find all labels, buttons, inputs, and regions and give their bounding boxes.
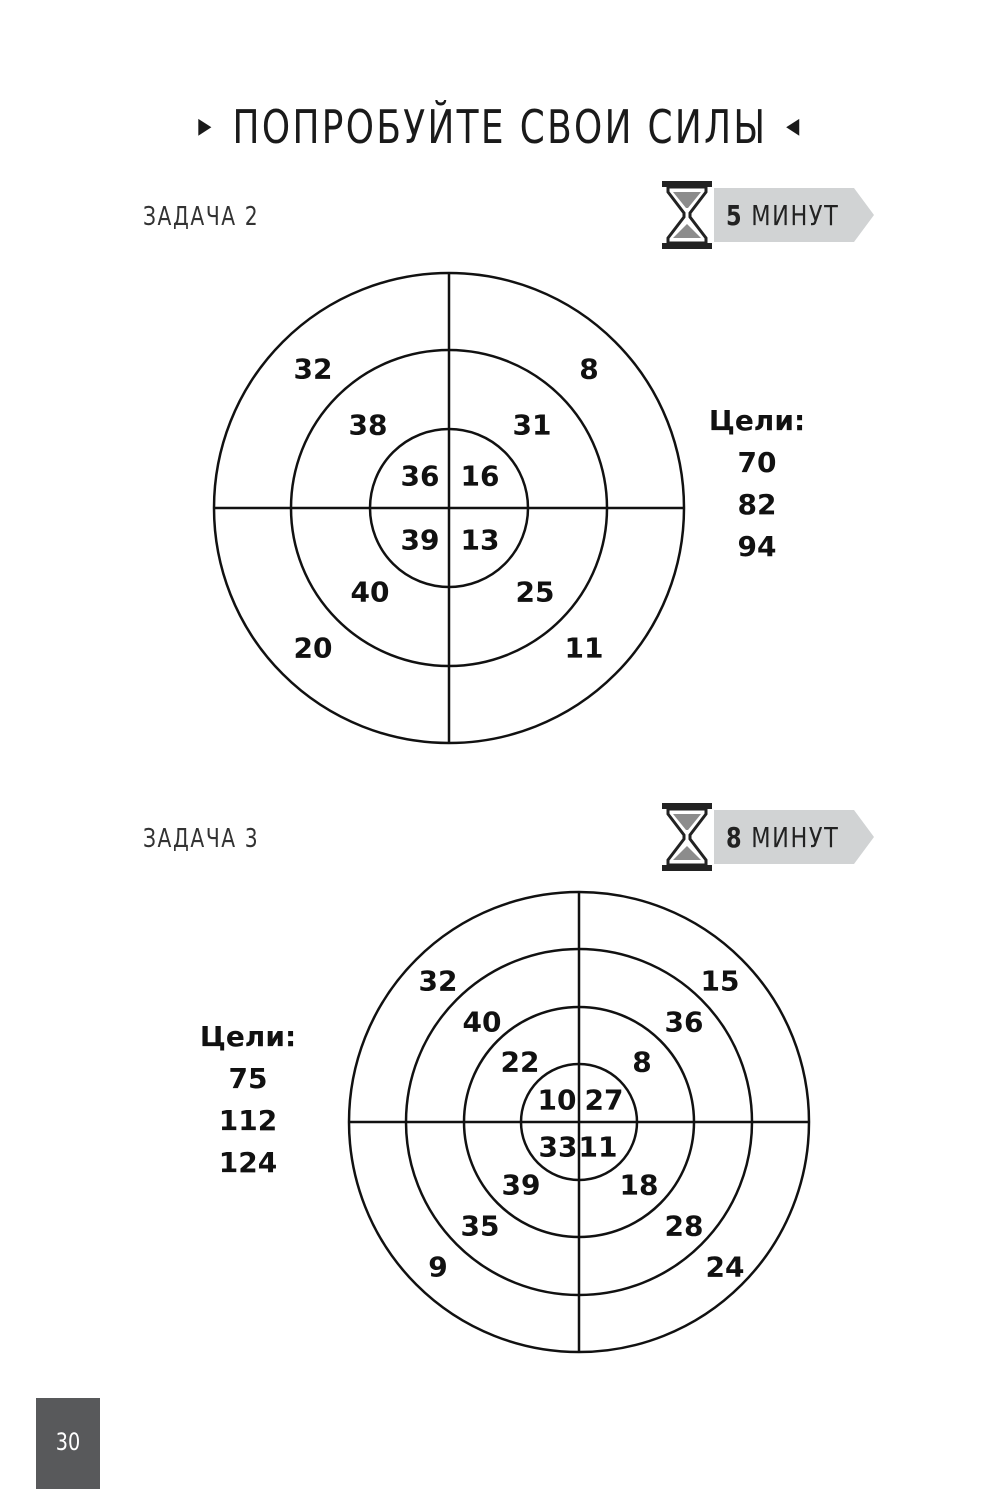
target-rings <box>210 270 690 750</box>
goals-heading: Цели: <box>708 404 806 437</box>
number-cell: 20 <box>293 631 333 665</box>
number-cell: 11 <box>578 1130 618 1164</box>
number-cell: 8 <box>632 1045 652 1079</box>
target-diagram-task-2 <box>210 270 690 750</box>
number-cell: 8 <box>579 352 599 386</box>
goals-heading: Цели: <box>199 1020 297 1053</box>
number-cell: 13 <box>460 523 500 557</box>
page-number-box <box>36 1398 100 1489</box>
goal-value: 94 <box>737 530 777 563</box>
hourglass-icon <box>660 802 714 872</box>
triangle-right-icon: ▶ <box>198 114 214 139</box>
number-cell: 36 <box>400 459 440 493</box>
number-cell: 10 <box>537 1083 577 1117</box>
number-cell: 31 <box>512 408 552 442</box>
task-3-timer <box>660 802 875 872</box>
number-cell: 25 <box>515 575 555 609</box>
number-cell: 39 <box>501 1168 541 1202</box>
goal-value: 112 <box>218 1104 278 1137</box>
page-title <box>110 100 890 154</box>
number-cell: 16 <box>460 459 500 493</box>
page-title-text: ПОПРОБУЙТЕ СВОИ СИЛЫ <box>232 100 768 154</box>
task-2-label: ЗАДАЧА 2 <box>143 202 260 232</box>
number-cell: 15 <box>700 964 740 998</box>
number-cell: 11 <box>564 631 604 665</box>
number-cell: 28 <box>664 1209 704 1243</box>
target-diagram-task-3 <box>345 888 815 1358</box>
timer-amount: 8 <box>726 821 744 854</box>
triangle-left-icon: ◀ <box>786 114 802 139</box>
number-cell: 24 <box>705 1250 745 1284</box>
number-cell: 36 <box>664 1005 704 1039</box>
goal-value: 75 <box>228 1062 268 1095</box>
target-rings <box>345 888 815 1358</box>
number-cell: 35 <box>460 1209 500 1243</box>
task-2-timer <box>660 180 875 250</box>
number-cell: 40 <box>462 1005 502 1039</box>
hourglass-icon <box>660 180 714 250</box>
goal-value: 82 <box>737 488 777 521</box>
number-cell: 33 <box>538 1130 578 1164</box>
timer-text <box>726 821 839 854</box>
number-cell: 9 <box>428 1250 448 1284</box>
goals-task-2 <box>697 400 817 568</box>
task-3-label: ЗАДАЧА 3 <box>143 824 260 854</box>
timer-amount: 5 <box>726 199 744 232</box>
number-cell: 22 <box>500 1045 540 1079</box>
goal-value: 70 <box>737 446 777 479</box>
timer-unit: МИНУТ <box>751 821 840 854</box>
page-number: 30 <box>55 1428 81 1456</box>
goals-task-3 <box>188 1016 308 1184</box>
number-cell: 40 <box>350 575 390 609</box>
number-cell: 32 <box>293 352 333 386</box>
number-cell: 39 <box>400 523 440 557</box>
timer-text <box>726 199 839 232</box>
number-cell: 38 <box>348 408 388 442</box>
goal-value: 124 <box>218 1146 278 1179</box>
number-cell: 27 <box>584 1083 624 1117</box>
number-cell: 32 <box>418 964 458 998</box>
number-cell: 18 <box>619 1168 659 1202</box>
timer-unit: МИНУТ <box>751 199 840 232</box>
